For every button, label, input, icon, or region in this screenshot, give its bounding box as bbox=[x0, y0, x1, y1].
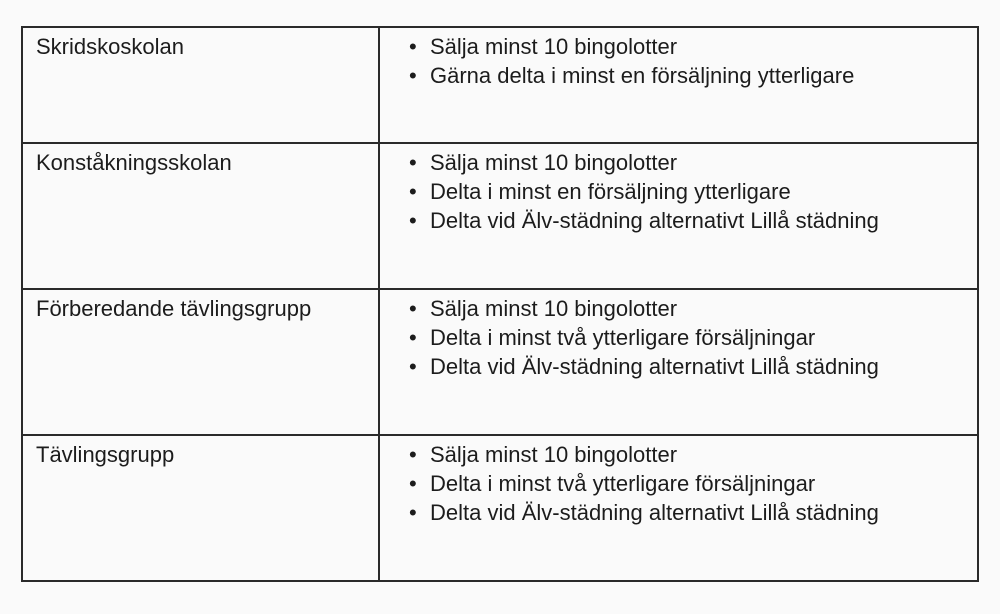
list-item bbox=[408, 177, 977, 206]
bullet-icon: • bbox=[409, 325, 417, 350]
list-item bbox=[408, 148, 977, 177]
requirement-text: Delta vid Älv-städning alternativt Lillå städning bbox=[430, 500, 879, 525]
requirement-list bbox=[380, 290, 977, 381]
table-row bbox=[22, 289, 978, 435]
group-cell bbox=[22, 143, 379, 289]
bullet-icon: • bbox=[409, 442, 417, 467]
table-row bbox=[22, 143, 978, 289]
requirement-text: Gärna delta i minst en försäljning ytterligare bbox=[430, 63, 855, 88]
list-item bbox=[408, 206, 977, 235]
list-item bbox=[408, 32, 977, 61]
requirements-cell bbox=[379, 27, 978, 143]
bullet-icon: • bbox=[409, 208, 417, 233]
group-cell bbox=[22, 289, 379, 435]
bullet-icon: • bbox=[409, 63, 417, 88]
requirement-text: Delta i minst en försäljning ytterligare bbox=[430, 179, 791, 204]
requirements-cell bbox=[379, 435, 978, 581]
requirement-text: Delta vid Älv-städning alternativt Lillå städning bbox=[430, 354, 879, 379]
list-item bbox=[408, 440, 977, 469]
group-name: Förberedande tävlingsgrupp bbox=[36, 296, 312, 321]
requirement-list bbox=[380, 28, 977, 90]
requirement-list bbox=[380, 144, 977, 235]
requirement-text: Sälja minst 10 bingolotter bbox=[430, 442, 678, 467]
list-item bbox=[408, 61, 977, 90]
group-name: Konståkningsskolan bbox=[36, 150, 232, 175]
requirement-list bbox=[380, 436, 977, 527]
requirement-text: Sälja minst 10 bingolotter bbox=[430, 34, 678, 59]
list-item bbox=[408, 352, 977, 381]
bullet-icon: • bbox=[409, 471, 417, 496]
bullet-icon: • bbox=[409, 296, 417, 321]
requirements-cell bbox=[379, 289, 978, 435]
group-cell bbox=[22, 435, 379, 581]
list-item bbox=[408, 323, 977, 352]
group-name: Skridskoskolan bbox=[36, 34, 184, 59]
requirement-text: Delta i minst två ytterligare försäljningar bbox=[430, 471, 816, 496]
requirement-text: Delta i minst två ytterligare försäljningar bbox=[430, 325, 816, 350]
requirement-text: Sälja minst 10 bingolotter bbox=[430, 150, 678, 175]
group-name: Tävlingsgrupp bbox=[36, 442, 175, 467]
list-item bbox=[408, 294, 977, 323]
bullet-icon: • bbox=[409, 150, 417, 175]
list-item bbox=[408, 498, 977, 527]
bullet-icon: • bbox=[409, 500, 417, 525]
requirement-text: Delta vid Älv-städning alternativt Lillå städning bbox=[430, 208, 879, 233]
list-item bbox=[408, 469, 977, 498]
bullet-icon: • bbox=[409, 34, 417, 59]
bullet-icon: • bbox=[409, 179, 417, 204]
requirements-table bbox=[21, 26, 979, 582]
table-row bbox=[22, 27, 978, 143]
bullet-icon: • bbox=[409, 354, 417, 379]
requirement-text: Sälja minst 10 bingolotter bbox=[430, 296, 678, 321]
requirements-cell bbox=[379, 143, 978, 289]
table-row bbox=[22, 435, 978, 581]
group-cell bbox=[22, 27, 379, 143]
